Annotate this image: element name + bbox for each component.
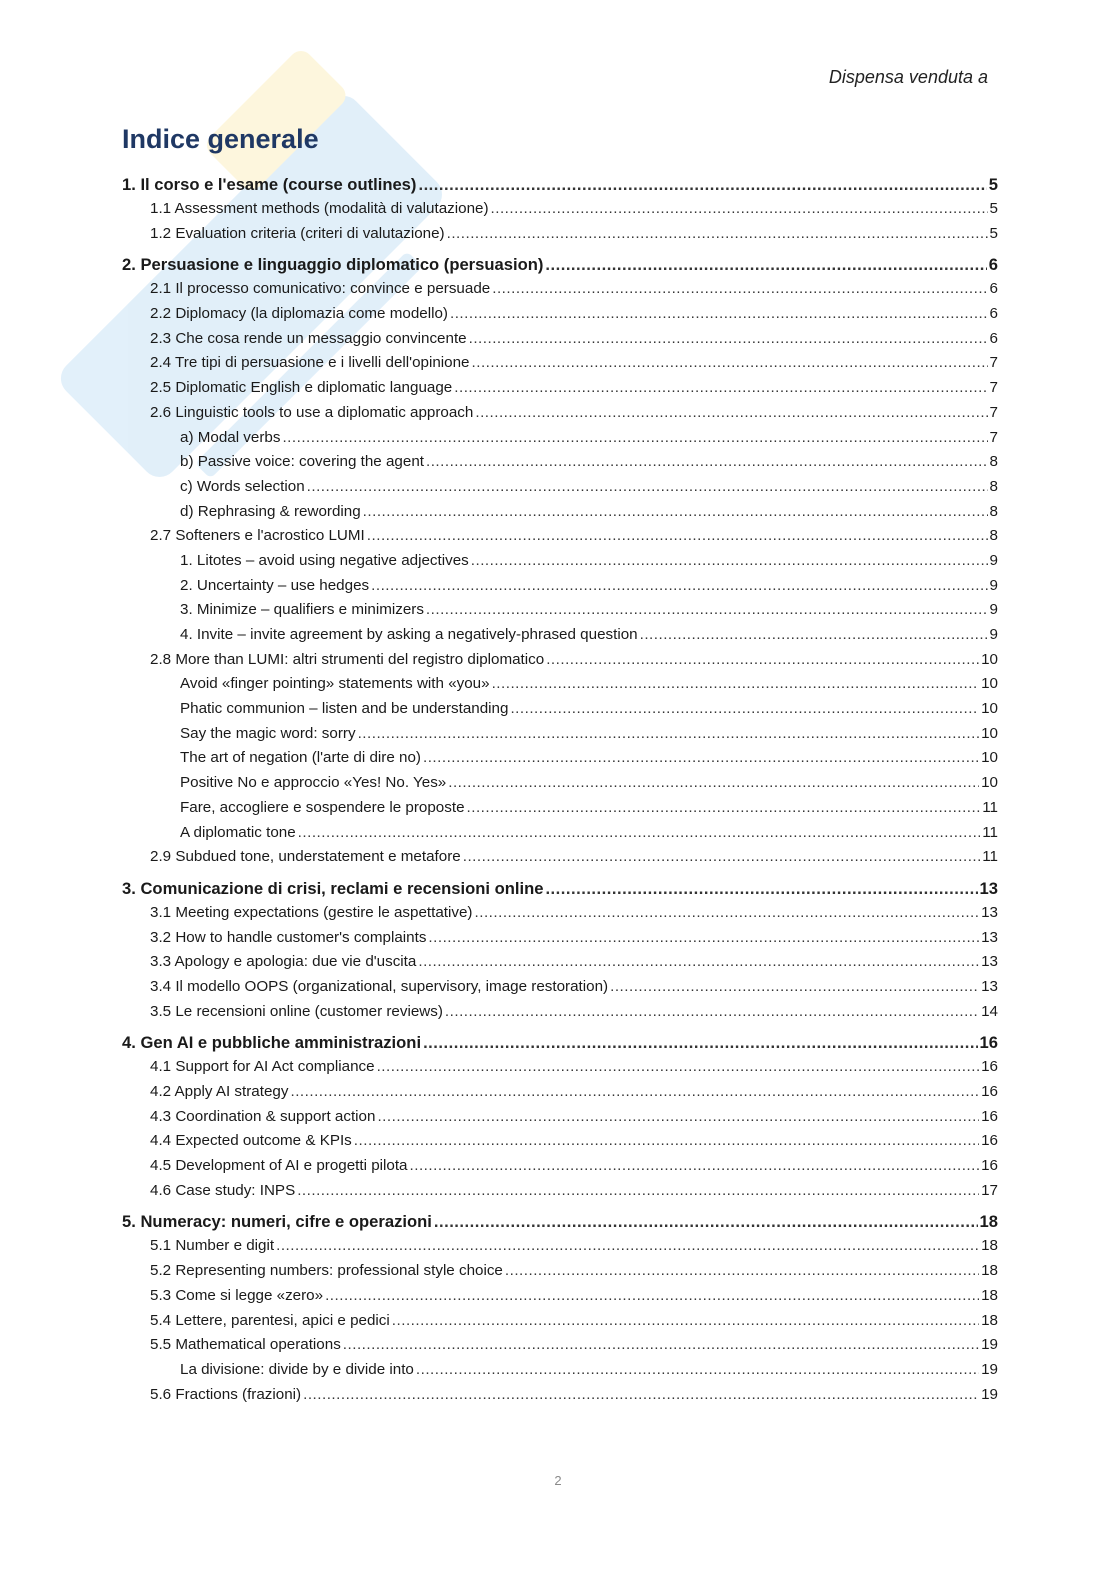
toc-entry[interactable] (122, 197, 998, 222)
toc-leader-dots (290, 1080, 979, 1105)
toc-entry[interactable] (122, 845, 998, 870)
toc-entry-title: Avoid «finger pointing» statements with «you» (180, 675, 490, 693)
toc-entry-page: 16 (979, 1033, 998, 1053)
toc-entry-title: 2.9 Subdued tone, understatement e metafore (150, 848, 461, 866)
toc-entry-title: 5.2 Representing numbers: professional style choice (150, 1262, 503, 1280)
toc-entry-title: Fare, accogliere e sospendere le proposte (180, 798, 465, 816)
toc-entry[interactable] (122, 926, 998, 951)
toc-entry-page: 16 (981, 1083, 998, 1100)
toc-entry-page: 6 (989, 280, 998, 298)
toc-leader-dots (297, 1179, 979, 1204)
toc-leader-dots (367, 524, 988, 549)
toc-entry-title: Positive No e approccio «Yes! No. Yes» (180, 774, 447, 792)
toc-entry[interactable] (122, 623, 998, 648)
toc-entry-page: 5 (988, 175, 998, 194)
toc-entry[interactable] (122, 222, 998, 247)
toc-entry[interactable] (122, 524, 998, 549)
toc-entry-page: 7 (989, 403, 998, 421)
toc-entry-title: 2. Uncertainty – use hedges (180, 576, 370, 594)
toc-leader-dots (426, 598, 988, 623)
toc-entry[interactable] (122, 876, 998, 901)
toc-leader-dots (298, 821, 981, 846)
toc-entry-page: 10 (981, 774, 998, 792)
toc-entry[interactable] (122, 975, 998, 1000)
toc-entry-title: a) Modal verbs (180, 428, 281, 446)
toc-entry[interactable] (122, 1333, 998, 1358)
toc-leader-dots (423, 746, 979, 771)
toc-entry[interactable] (122, 401, 998, 426)
toc-entry[interactable] (122, 746, 998, 771)
toc-entry[interactable] (122, 500, 998, 525)
toc-entry-title: 1.1 Assessment methods (modalità di valutazione) (150, 200, 489, 217)
toc-entry[interactable] (122, 450, 998, 475)
toc-entry-title: 2.1 Il processo comunicativo: convince e persuade (150, 280, 491, 298)
toc-leader-dots (510, 697, 979, 722)
toc-entry-page: 11 (982, 798, 998, 816)
toc-entry-page: 16 (981, 1157, 998, 1175)
toc-entry-title: 2.7 Softeners e l'acrostico LUMI (150, 527, 365, 545)
toc-entry[interactable] (122, 1358, 998, 1383)
toc-leader-dots (471, 549, 988, 574)
toc-leader-dots (492, 277, 987, 302)
toc-title: Indice generale (122, 124, 319, 154)
toc-entry[interactable] (122, 351, 998, 376)
toc-entry-page: 6 (989, 305, 998, 323)
toc-entry-title: d) Rephrasing & rewording (180, 502, 361, 520)
toc-entry[interactable] (122, 796, 998, 821)
toc-entry-title: 5.1 Number e digit (150, 1237, 275, 1255)
toc-entry-page: 10 (981, 724, 998, 742)
toc-entry-title: 4. Gen AI e pubbliche amministrazioni (122, 1033, 422, 1053)
toc-entry-title: 4.1 Support for AI Act compliance (150, 1058, 375, 1076)
toc-entry-title: 4.4 Expected outcome & KPIs (150, 1132, 352, 1150)
toc-entry-title: 1.2 Evaluation criteria (criteri di valutazione) (150, 224, 445, 242)
toc-entry-title: 3.2 How to handle customer's complaints (150, 928, 427, 946)
toc-leader-dots (454, 376, 987, 401)
toc-entry[interactable] (122, 1383, 998, 1408)
page-number: 2 (554, 1473, 562, 1488)
toc-entry-page: 9 (989, 576, 998, 594)
toc-entry-page: 5 (989, 224, 998, 242)
toc-entry-page: 6 (989, 329, 998, 347)
toc-entry-title: 3. Comunicazione di crisi, reclami e recensioni online (122, 878, 544, 898)
toc-entry[interactable] (122, 901, 998, 926)
toc-entry[interactable] (122, 771, 998, 796)
toc-leader-dots (416, 1358, 979, 1383)
table-of-contents (122, 172, 998, 1407)
toc-entry-title: 1. Litotes – avoid using negative adjectives (180, 551, 469, 569)
toc-leader-dots (354, 1129, 979, 1154)
toc-entry-page: 10 (981, 700, 998, 718)
toc-entry-title: Phatic communion – listen and be understanding (180, 700, 509, 718)
toc-entry-title: 3.5 Le recensioni online (customer reviews) (150, 1002, 443, 1020)
toc-entry-title: b) Passive voice: covering the agent (180, 453, 424, 471)
toc-leader-dots (426, 450, 988, 475)
toc-entry-title: 3.4 Il modello OOPS (organizational, supervisory, image restoration) (150, 977, 609, 995)
toc-entry-title: 2.2 Diplomacy (la diplomazia come modello) (150, 305, 448, 323)
toc-entry-page: 11 (982, 848, 998, 866)
toc-entry-page: 18 (981, 1262, 998, 1280)
toc-leader-dots (363, 500, 988, 525)
toc-entry-title: 2.3 Che cosa rende un messaggio convincente (150, 329, 467, 347)
toc-entry-page: 18 (981, 1237, 998, 1255)
toc-leader-dots (303, 1383, 979, 1408)
toc-entry[interactable] (122, 1309, 998, 1334)
toc-entry-title: 2.5 Diplomatic English e diplomatic language (150, 379, 453, 397)
toc-entry[interactable] (122, 426, 998, 451)
toc-entry[interactable] (122, 1055, 998, 1080)
toc-entry-page: 8 (989, 502, 998, 520)
toc-entry-page: 7 (989, 379, 998, 397)
toc-leader-dots (475, 401, 987, 426)
toc-leader-dots (610, 975, 979, 1000)
toc-entry-page: 18 (979, 1212, 998, 1232)
toc-entry-page: 13 (981, 953, 998, 971)
toc-entry[interactable] (122, 549, 998, 574)
toc-entry[interactable] (122, 697, 998, 722)
toc-entry[interactable] (122, 672, 998, 697)
toc-entry[interactable] (122, 1129, 998, 1154)
toc-entry-page: 19 (981, 1336, 998, 1354)
toc-leader-dots (469, 327, 988, 352)
toc-leader-dots (491, 197, 988, 222)
toc-entry-title: A diplomatic tone (180, 823, 296, 841)
toc-leader-dots (371, 574, 987, 599)
toc-entry-page: 13 (981, 928, 998, 946)
toc-entry[interactable] (122, 475, 998, 500)
toc-entry[interactable] (122, 252, 998, 277)
toc-entry-title: 2.6 Linguistic tools to use a diplomatic approach (150, 403, 474, 421)
toc-entry[interactable] (122, 376, 998, 401)
toc-entry-page: 16 (981, 1132, 998, 1150)
toc-entry-title: c) Words selection (180, 477, 305, 495)
toc-entry-title: 4.2 Apply AI strategy (150, 1083, 289, 1100)
toc-entry-page: 19 (981, 1360, 998, 1378)
toc-entry-page: 19 (981, 1385, 998, 1403)
toc-entry-page: 11 (982, 823, 998, 841)
toc-entry-page: 9 (989, 601, 998, 619)
toc-entry[interactable] (122, 821, 998, 846)
toc-entry-title: 5.6 Fractions (frazioni) (150, 1385, 302, 1403)
toc-entry[interactable] (122, 574, 998, 599)
toc-leader-dots (392, 1309, 979, 1334)
toc-leader-dots (358, 722, 980, 747)
toc-leader-dots (428, 926, 979, 951)
toc-leader-dots (545, 876, 977, 901)
toc-leader-dots (377, 1055, 980, 1080)
toc-entry-title: 5.4 Lettere, parentesi, apici e pedici (150, 1311, 390, 1329)
toc-entry-page: 9 (989, 551, 998, 569)
toc-entry-page: 8 (989, 477, 998, 495)
toc-leader-dots (475, 901, 980, 926)
toc-leader-dots (505, 1259, 979, 1284)
toc-entry[interactable] (122, 1179, 998, 1204)
toc-leader-dots (472, 351, 988, 376)
toc-entry-page: 13 (981, 977, 998, 995)
toc-entry-page: 6 (988, 255, 998, 275)
toc-entry-title: 5.5 Mathematical operations (150, 1336, 341, 1354)
toc-entry[interactable] (122, 172, 998, 197)
toc-entry-page: 16 (981, 1058, 998, 1076)
toc-entry[interactable] (122, 722, 998, 747)
toc-entry-title: 2.4 Tre tipi di persuasione e i livelli dell'opinione (150, 354, 470, 372)
toc-leader-dots (377, 1105, 979, 1130)
toc-entry-page: 8 (989, 527, 998, 545)
toc-leader-dots (418, 172, 986, 197)
toc-leader-dots (450, 302, 988, 327)
toc-entry-title: The art of negation (l'arte di dire no) (180, 749, 421, 767)
toc-entry-title: 5. Numeracy: numeri, cifre e operazioni (122, 1212, 432, 1232)
toc-entry-page: 10 (981, 650, 998, 668)
toc-entry[interactable] (122, 950, 998, 975)
toc-entry[interactable] (122, 1209, 998, 1234)
toc-entry[interactable] (122, 302, 998, 327)
toc-entry-title: 1. Il corso e l'esame (course outlines) (122, 175, 417, 194)
toc-leader-dots (546, 648, 979, 673)
toc-leader-dots (418, 950, 979, 975)
toc-leader-dots (640, 623, 988, 648)
toc-entry-page: 7 (989, 354, 998, 372)
toc-entry-page: 10 (981, 675, 998, 693)
toc-leader-dots (445, 1000, 979, 1025)
toc-entry[interactable] (122, 1000, 998, 1025)
toc-entry-page: 17 (981, 1181, 998, 1199)
toc-entry-page: 13 (979, 878, 998, 898)
toc-leader-dots (448, 771, 979, 796)
toc-entry[interactable] (122, 1234, 998, 1259)
toc-leader-dots (447, 222, 988, 247)
toc-entry-page: 18 (981, 1311, 998, 1329)
toc-entry-page: 14 (981, 1002, 998, 1020)
toc-entry-page: 7 (989, 428, 998, 446)
toc-leader-dots (434, 1209, 978, 1234)
toc-leader-dots (282, 426, 987, 451)
toc-entry[interactable] (122, 1154, 998, 1179)
toc-leader-dots (492, 672, 980, 697)
toc-entry-title: 4. Invite – invite agreement by asking a negatively-phrased question (180, 626, 638, 643)
toc-entry-page: 16 (981, 1107, 998, 1125)
toc-entry-page: 9 (989, 626, 998, 643)
toc-entry-title: Say the magic word: sorry (180, 724, 356, 742)
toc-entry[interactable] (122, 327, 998, 352)
toc-leader-dots (410, 1154, 980, 1179)
toc-entry-page: 13 (981, 903, 998, 921)
toc-entry[interactable] (122, 648, 998, 673)
toc-leader-dots (545, 252, 986, 277)
toc-entry[interactable] (122, 1030, 998, 1055)
toc-leader-dots (423, 1030, 977, 1055)
toc-leader-dots (276, 1234, 979, 1259)
toc-entry[interactable] (122, 1284, 998, 1309)
running-head: Dispensa venduta a (828, 67, 988, 87)
toc-entry-title: 4.6 Case study: INPS (150, 1181, 296, 1199)
toc-leader-dots (307, 475, 988, 500)
toc-entry[interactable] (122, 1259, 998, 1284)
toc-entry-title: 3.3 Apology e apologia: due vie d'uscita (150, 953, 417, 971)
toc-entry-title: 2. Persuasione e linguaggio diplomatico (persuasion) (122, 255, 544, 275)
toc-entry-title: 3. Minimize – qualifiers e minimizers (180, 601, 424, 619)
toc-entry-title: 5.3 Come si legge «zero» (150, 1286, 324, 1304)
toc-leader-dots (463, 845, 981, 870)
toc-entry-page: 8 (989, 453, 998, 471)
toc-leader-dots (325, 1284, 979, 1309)
toc-entry[interactable] (122, 1080, 998, 1105)
toc-entry-title: 3.1 Meeting expectations (gestire le aspettative) (150, 903, 473, 921)
toc-entry-title: La divisione: divide by e divide into (180, 1360, 414, 1378)
toc-entry-page: 18 (981, 1286, 998, 1304)
toc-entry-title: 2.8 More than LUMI: altri strumenti del registro diplomatico (150, 650, 545, 668)
toc-entry[interactable] (122, 277, 998, 302)
toc-entry-page: 10 (981, 749, 998, 767)
toc-leader-dots (343, 1333, 979, 1358)
toc-entry-title: 4.5 Development of AI e progetti pilota (150, 1157, 408, 1175)
toc-entry-title: 4.3 Coordination & support action (150, 1107, 376, 1125)
toc-entry[interactable] (122, 1105, 998, 1130)
toc-entry-page: 5 (989, 200, 998, 217)
toc-entry[interactable] (122, 598, 998, 623)
toc-leader-dots (467, 796, 981, 821)
